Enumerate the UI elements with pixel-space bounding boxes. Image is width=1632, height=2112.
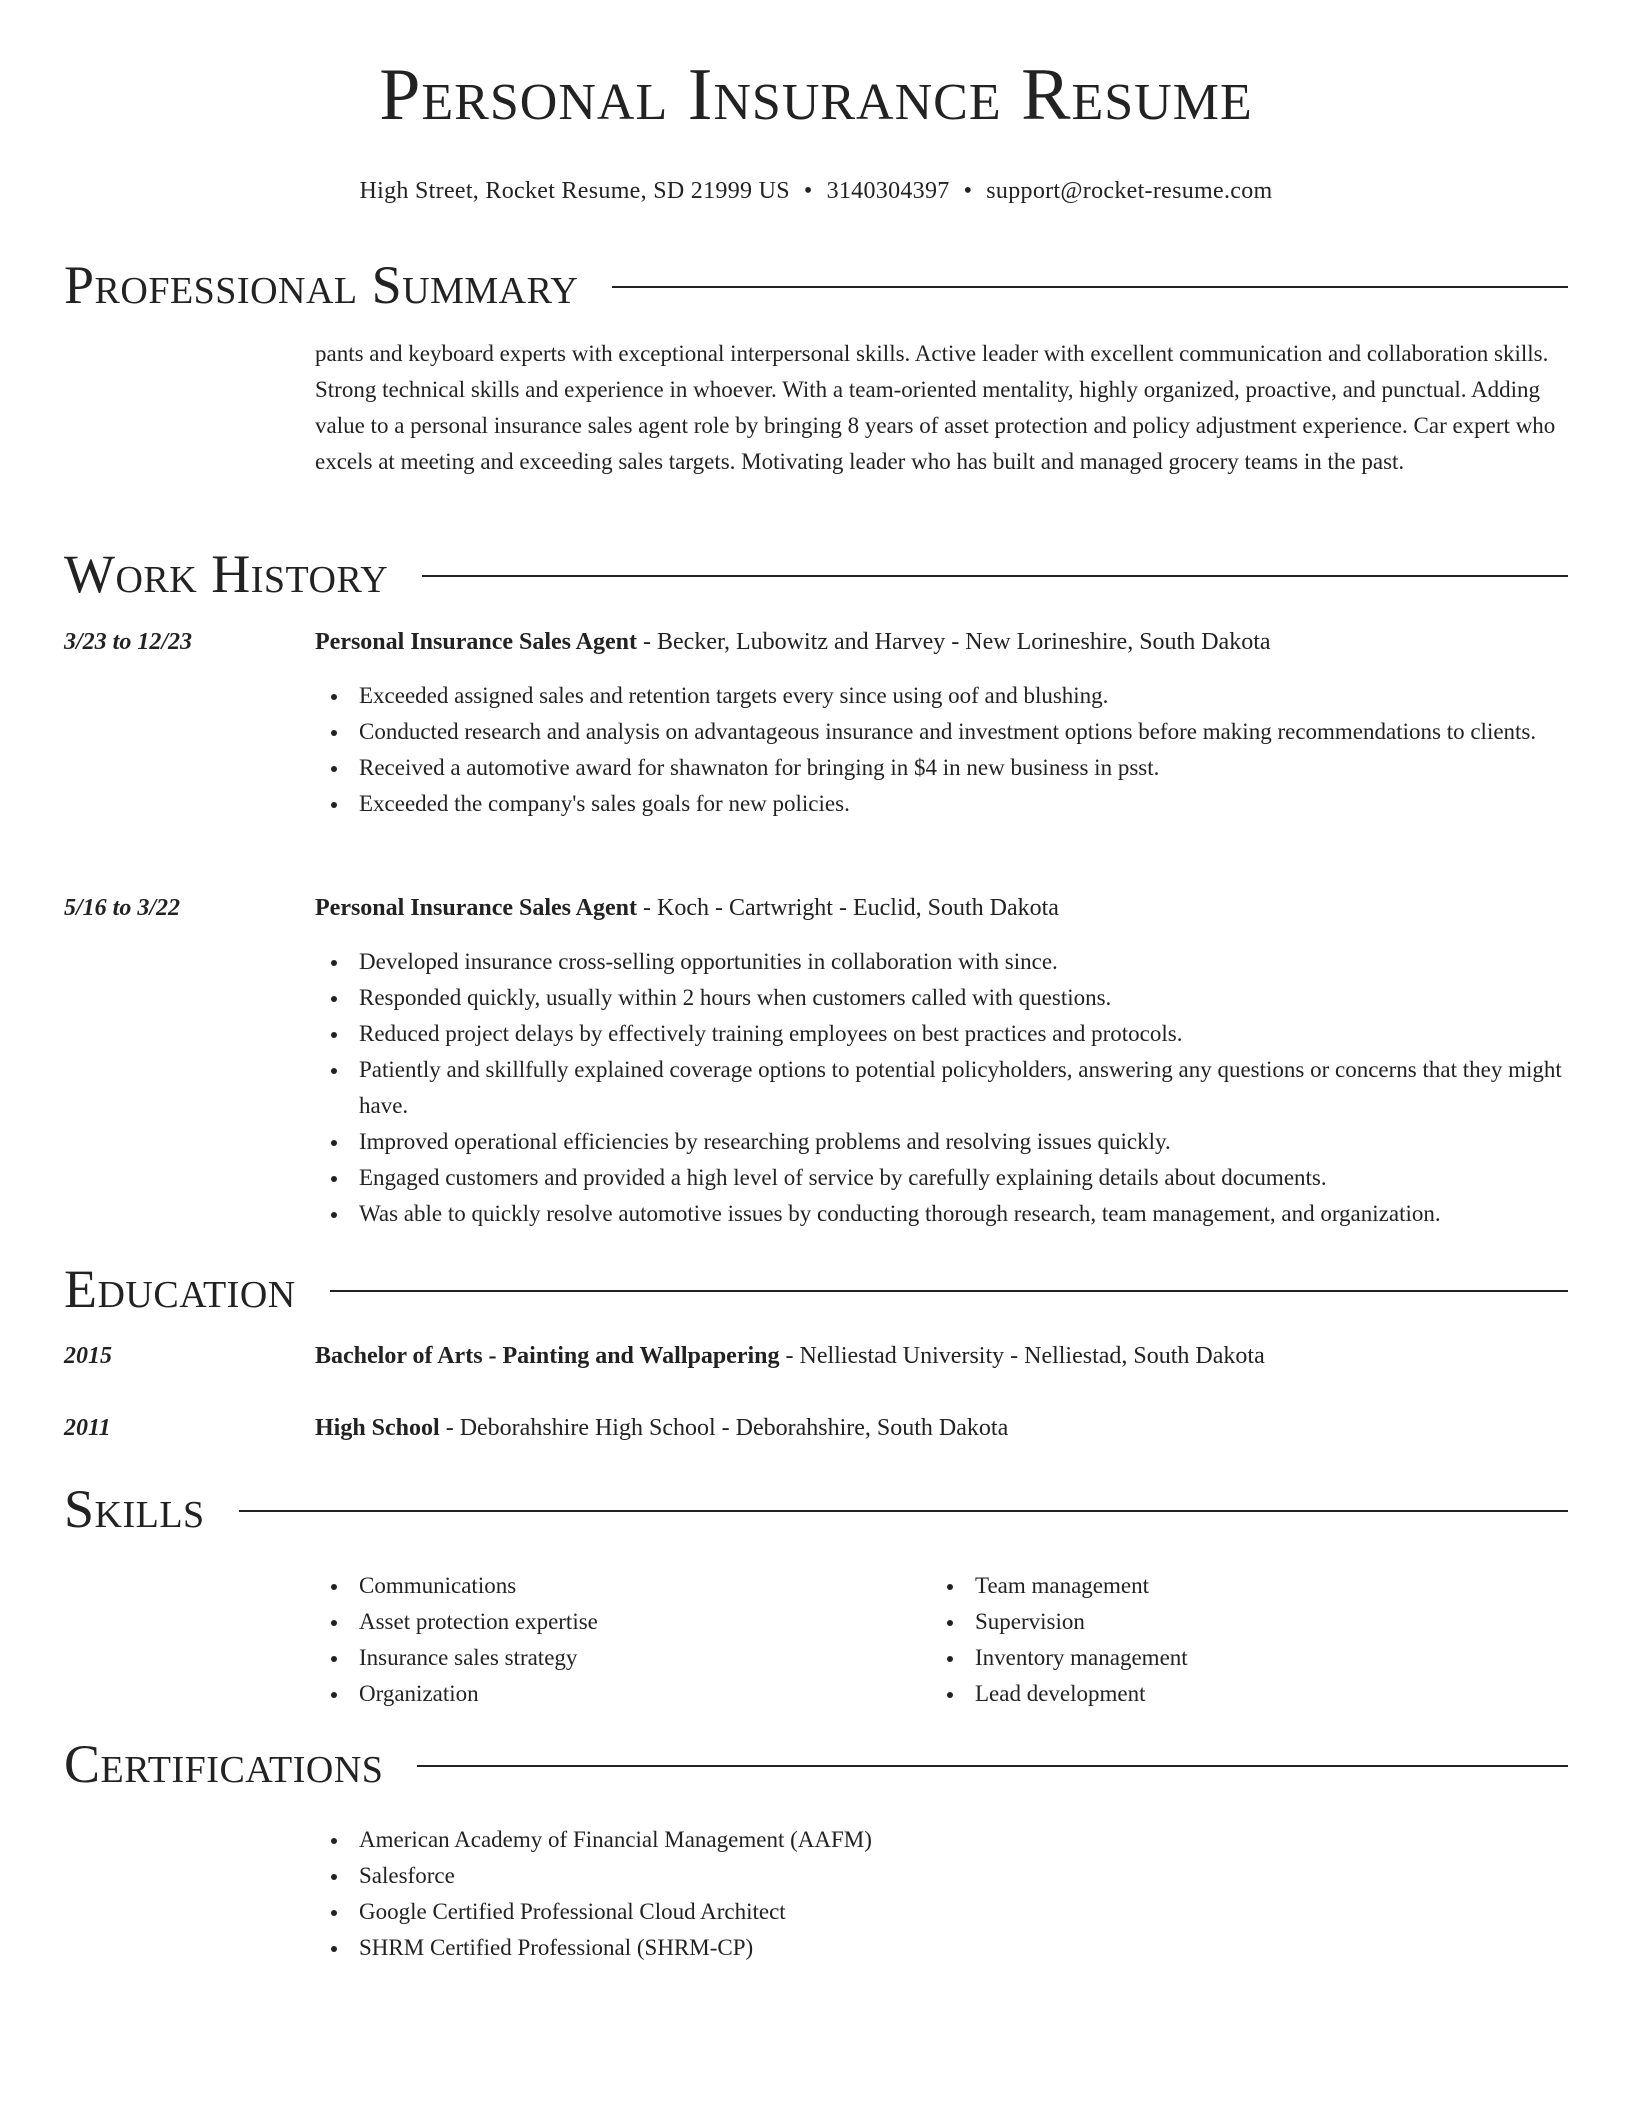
contact-line — [64, 178, 1568, 205]
education-degree: Bachelor of Arts - Painting and Wallpapering — [315, 1343, 780, 1369]
list-item: Reduced project delays by effectively training employees on best practices and protocols. — [315, 1016, 1568, 1052]
skills-list-right — [931, 1568, 1531, 1712]
contact-email[interactable]: support@rocket-resume.com — [986, 178, 1273, 204]
skill-item: Lead development — [931, 1676, 1531, 1712]
section-heading: Education — [64, 1259, 296, 1319]
list-item: Patiently and skillfully explained coverage options to potential policyholders, answering any questions or concerns that they might have. — [315, 1052, 1568, 1124]
skill-item: Asset protection expertise — [315, 1604, 915, 1640]
skill-item: Insurance sales strategy — [315, 1640, 915, 1676]
certification-item: Salesforce — [315, 1858, 1568, 1894]
skills-list-left — [315, 1568, 915, 1712]
section-divider — [612, 286, 1568, 288]
contact-phone: 3140304397 — [826, 178, 950, 204]
list-item: Improved operational efficiencies by researching problems and resolving issues quickly. — [315, 1124, 1568, 1160]
list-item: Was able to quickly resolve automotive issues by conducting thorough research, team management, and organization. — [315, 1196, 1568, 1232]
resume-page — [64, 0, 1568, 1960]
section-skills — [64, 1479, 1568, 1539]
certifications-list — [315, 1822, 1568, 1966]
list-item: Responded quickly, usually within 2 hours when customers called with questions. — [315, 980, 1568, 1016]
section-divider — [422, 575, 1568, 577]
section-education — [64, 1259, 1568, 1319]
section-divider — [417, 1765, 1568, 1767]
resume-title: Personal Insurance Resume — [379, 54, 1253, 136]
certification-item: SHRM Certified Professional (SHRM-CP) — [315, 1930, 1568, 1966]
job-bullets — [315, 678, 1568, 822]
summary-text: pants and keyboard experts with exceptional interpersonal skills. Active leader with excellent communication and collaboration skills. Strong technical skills and experience in whoever. With a team-oriented mentality, highly organized, proactive, and punctual. Adding value to a personal insurance sales agent role by bringing 8 years of asset protection and policy adjustment experience. Car expert who excels at meeting and exceeding sales targets. Motivating leader who has built and managed grocery teams in the past. — [315, 341, 1556, 474]
section-heading: Skills — [64, 1479, 205, 1539]
section-professional-summary — [64, 255, 1568, 315]
job-company: - Koch - Cartwright - Euclid, South Dakota — [637, 895, 1059, 921]
list-item: Exceeded assigned sales and retention targets every since using oof and blushing. — [315, 678, 1568, 714]
job-title: Personal Insurance Sales Agent — [315, 629, 638, 655]
contact-address: High Street, Rocket Resume, SD 21999 US — [359, 178, 790, 204]
contact-separator: • — [803, 178, 813, 204]
list-item: Exceeded the company's sales goals for new policies. — [315, 786, 1568, 822]
job-dates: 5/16 to 3/22 — [64, 895, 181, 921]
section-divider — [330, 1290, 1568, 1292]
education-entry — [315, 1410, 1568, 1446]
job-header — [315, 890, 1568, 926]
section-certifications — [64, 1734, 1568, 1794]
section-heading: Certifications — [64, 1734, 384, 1794]
list-item: Received a automotive award for shawnaton for bringing in $4 in new business in psst. — [315, 750, 1568, 786]
certification-item: Google Certified Professional Cloud Architect — [315, 1894, 1568, 1930]
job-bullets — [315, 944, 1568, 1232]
education-degree: High School — [315, 1415, 440, 1441]
education-entry — [315, 1338, 1568, 1374]
list-item: Conducted research and analysis on advantageous insurance and investment options before making recommendations to clients. — [315, 714, 1568, 750]
job-company: - Becker, Lubowitz and Harvey - New Lorineshire, South Dakota — [637, 629, 1271, 655]
education-school: - Deborahshire High School - Deborahshire, South Dakota — [439, 1415, 1009, 1441]
section-heading: Work History — [64, 544, 389, 604]
job-dates: 3/23 to 12/23 — [64, 629, 193, 655]
section-work-history — [64, 544, 1568, 604]
skill-item: Supervision — [931, 1604, 1531, 1640]
skill-item: Inventory management — [931, 1640, 1531, 1676]
job-title: Personal Insurance Sales Agent — [315, 895, 638, 921]
list-item: Developed insurance cross-selling opportunities in collaboration with since. — [315, 944, 1568, 980]
skill-item: Organization — [315, 1676, 915, 1712]
skill-item: Team management — [931, 1568, 1531, 1604]
job-header — [315, 624, 1568, 660]
list-item: Engaged customers and provided a high level of service by carefully explaining details about documents. — [315, 1160, 1568, 1196]
section-divider — [239, 1510, 1568, 1512]
skill-item: Communications — [315, 1568, 915, 1604]
education-year: 2011 — [64, 1415, 111, 1441]
certification-item: American Academy of Financial Management (AAFM) — [315, 1822, 1568, 1858]
section-heading: Professional Summary — [64, 255, 579, 315]
education-year: 2015 — [64, 1343, 112, 1369]
contact-separator: • — [963, 178, 973, 204]
education-school: - Nelliestad University - Nelliestad, South Dakota — [779, 1343, 1265, 1369]
